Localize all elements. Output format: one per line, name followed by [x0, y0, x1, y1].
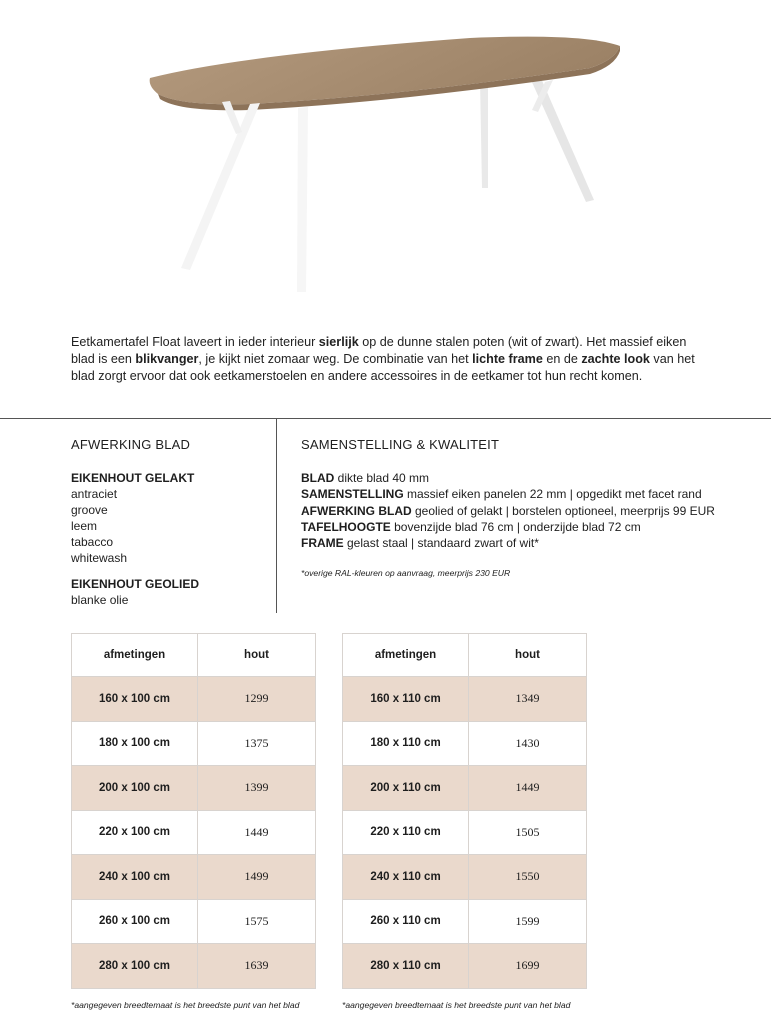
spec-label: AFWERKING BLAD — [301, 503, 412, 518]
intro-highlight: blikvanger — [135, 352, 199, 366]
dimension-cell: 220 x 100 cm — [72, 810, 198, 855]
dimension-cell: 260 x 100 cm — [72, 899, 198, 944]
spec-row — [301, 486, 741, 502]
finish-option: leem — [71, 519, 98, 533]
table-legs-back — [480, 76, 594, 202]
price-cell: 1505 — [469, 810, 587, 855]
vertical-divider — [276, 418, 277, 613]
table-row — [343, 944, 587, 989]
intro-text: en de — [542, 352, 582, 366]
table-row — [343, 677, 587, 722]
price-cell: 1399 — [198, 766, 316, 811]
dimension-cell: 220 x 110 cm — [343, 810, 469, 855]
spec-label: TAFELHOOGTE — [301, 519, 391, 534]
table-header-row — [343, 634, 587, 677]
table-row — [343, 855, 587, 900]
dimension-cell: 200 x 100 cm — [72, 766, 198, 811]
header-wood: hout — [469, 634, 587, 677]
table-row — [72, 944, 316, 989]
dimension-cell: 280 x 110 cm — [343, 944, 469, 989]
spec-label: BLAD — [301, 471, 335, 486]
dimension-cell: 240 x 100 cm — [72, 855, 198, 900]
price-cell: 1299 — [198, 677, 316, 722]
spec-label: FRAME — [301, 536, 344, 551]
header-dimensions: afmetingen — [72, 634, 198, 677]
dimension-cell: 240 x 110 cm — [343, 855, 469, 900]
price-cell: 1375 — [198, 721, 316, 766]
finish-option: groove — [71, 503, 108, 517]
ral-note: *overige RAL-kleuren op aanvraag, meerprijs 230 EUR — [301, 568, 511, 579]
table-row — [72, 721, 316, 766]
finish-title: AFWERKING BLAD — [71, 437, 191, 452]
specs-section — [301, 437, 741, 581]
dimension-cell: 160 x 100 cm — [72, 677, 198, 722]
table-footnote: *aangegeven breedtemaat is het breedste punt van het blad — [71, 1000, 300, 1010]
table-row — [343, 721, 587, 766]
dimension-cell: 260 x 110 cm — [343, 899, 469, 944]
intro-highlight: sierlijk — [318, 335, 359, 349]
lacquered-oak-options — [71, 486, 271, 566]
table-row — [72, 677, 316, 722]
table-illustration — [0, 0, 771, 320]
dimension-cell: 160 x 110 cm — [343, 677, 469, 722]
header-dimensions: afmetingen — [343, 634, 469, 677]
spec-text: bovenzijde blad 76 cm | onderzijde blad 72 cm — [390, 519, 641, 534]
table-legs-front — [181, 101, 308, 292]
table-row — [72, 899, 316, 944]
price-cell: 1639 — [198, 944, 316, 989]
oiled-oak-title: EIKENHOUT GEOLIED — [71, 577, 200, 591]
price-cell: 1349 — [469, 677, 587, 722]
dimension-cell: 280 x 100 cm — [72, 944, 198, 989]
dimension-cell: 180 x 100 cm — [72, 721, 198, 766]
spec-row — [301, 519, 741, 535]
table-row — [72, 810, 316, 855]
spec-text: dikte blad 40 mm — [334, 471, 430, 486]
table-row — [72, 766, 316, 811]
finish-option: tabacco — [71, 535, 114, 549]
finish-option: whitewash — [71, 551, 128, 565]
table-row — [343, 810, 587, 855]
finish-option: antraciet — [71, 487, 118, 501]
price-table-100 — [71, 633, 316, 989]
finish-section — [71, 437, 271, 608]
intro-text: Eetkamertafel Float laveert in ieder interieur — [71, 335, 319, 349]
intro-paragraph — [71, 334, 711, 385]
intro-highlight: lichte frame — [472, 352, 543, 366]
horizontal-divider — [0, 418, 771, 419]
dimension-cell: 200 x 110 cm — [343, 766, 469, 811]
table-header-row — [72, 634, 316, 677]
product-photo — [0, 0, 771, 320]
price-cell: 1449 — [198, 810, 316, 855]
table-row — [343, 766, 587, 811]
intro-text: op de dunne stalen poten (wit of zwart). Het massief eiken blad is een — [71, 335, 687, 366]
price-cell: 1599 — [469, 899, 587, 944]
price-cell: 1499 — [198, 855, 316, 900]
price-cell: 1575 — [198, 899, 316, 944]
specs-title: SAMENSTELLING & KWALITEIT — [301, 437, 500, 452]
spec-text: geolied of gelakt | borstelen optioneel, meerprijs 99 EUR — [411, 503, 715, 518]
price-cell: 1449 — [469, 766, 587, 811]
dimension-cell: 180 x 110 cm — [343, 721, 469, 766]
price-table-110 — [342, 633, 587, 989]
intro-highlight: zachte look — [581, 352, 650, 366]
header-wood: hout — [198, 634, 316, 677]
spec-row — [301, 535, 741, 551]
spec-row — [301, 470, 741, 486]
price-cell: 1699 — [469, 944, 587, 989]
intro-text: van het blad zorgt ervoor dat ook eetkamerstoelen en andere accessoires in de eetkamer tot hun recht komen. — [71, 352, 695, 383]
price-cell: 1430 — [469, 721, 587, 766]
price-cell: 1550 — [469, 855, 587, 900]
spec-text: gelast staal | standaard zwart of wit* — [343, 536, 539, 551]
lacquered-oak-title: EIKENHOUT GELAKT — [71, 471, 195, 485]
spec-label: SAMENSTELLING — [301, 487, 404, 502]
intro-text: , je kijkt niet zomaar weg. De combinatie van het — [198, 352, 473, 366]
finish-option: blanke olie — [71, 593, 129, 607]
table-row — [72, 855, 316, 900]
spec-row — [301, 503, 741, 519]
spec-text: massief eiken panelen 22 mm | opgedikt met facet rand — [403, 487, 702, 502]
table-row — [343, 899, 587, 944]
table-footnote: *aangegeven breedtemaat is het breedste punt van het blad — [342, 1000, 571, 1010]
